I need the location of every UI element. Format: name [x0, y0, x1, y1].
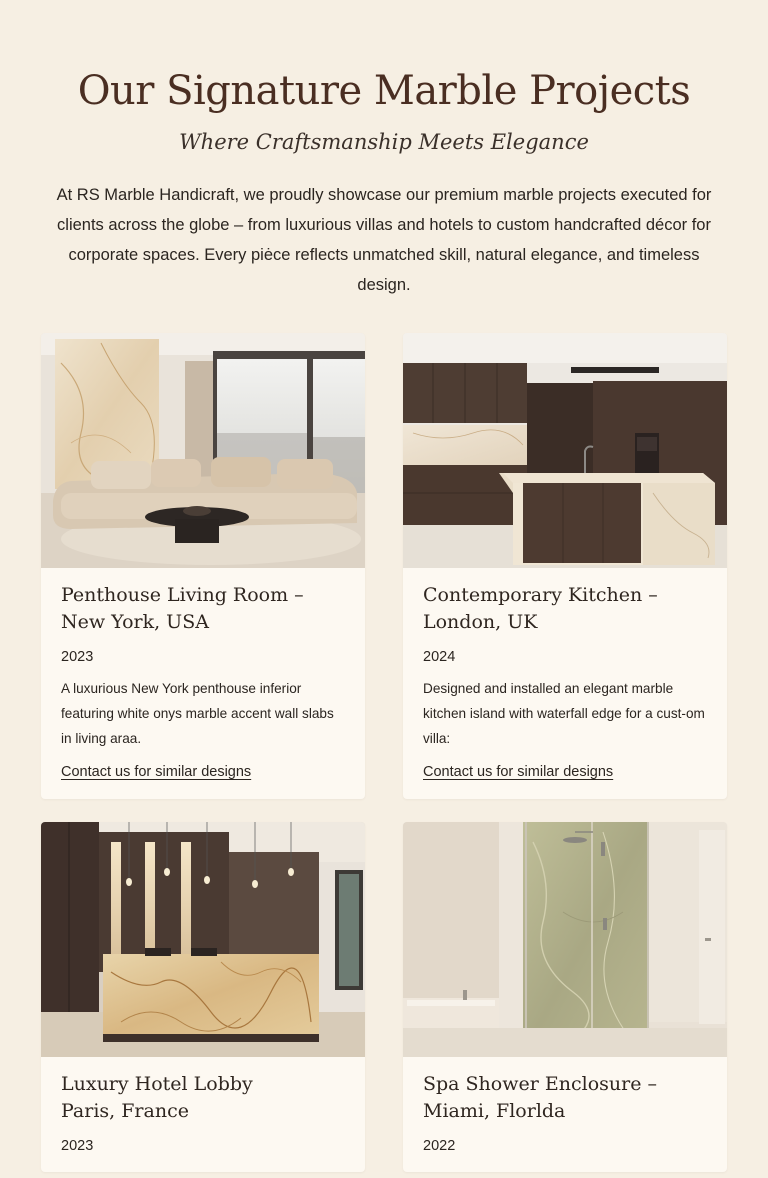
- project-title: [61, 582, 345, 636]
- project-year: 2022: [423, 1138, 456, 1154]
- project-card: [41, 822, 365, 1172]
- project-title: [423, 582, 707, 636]
- contact-link[interactable]: Contact us for similar designs: [423, 764, 614, 780]
- project-title-line2: Paris, France: [61, 1100, 189, 1122]
- project-title-line2: London, UK: [423, 611, 538, 633]
- page-header: [0, 0, 768, 300]
- project-title: [423, 1071, 707, 1125]
- project-description: Designed and installed an elegant marble kitchen island with waterfall edge for a cust-om villa:: [423, 681, 705, 746]
- project-description: A luxurious New York penthouse inferior featuring white onys marble accent wall slabs in living araa.: [61, 681, 334, 746]
- living-room-image: [41, 333, 365, 568]
- project-title-line1: Spa Shower Enclosure –: [423, 1073, 657, 1095]
- project-title-line1: Contemporary Kitchen –: [423, 584, 658, 606]
- kitchen-image: [403, 333, 727, 568]
- project-card: [41, 333, 365, 799]
- project-title-line1: Luxury Hotel Lobby: [61, 1073, 253, 1095]
- page-subtitle: Where Craftsmanship Meets Elegance: [179, 130, 589, 154]
- page-title: Our Signature Marble Projects: [77, 68, 691, 114]
- project-title-line2: Miami, Florlda: [423, 1100, 566, 1122]
- project-card: [403, 333, 727, 799]
- hotel-lobby-image: [41, 822, 365, 1057]
- contact-link[interactable]: Contact us for similar designs: [61, 764, 252, 780]
- spa-shower-image: [403, 822, 727, 1057]
- project-title-line1: Penthouse Living Room –: [61, 584, 304, 606]
- projects-grid: [41, 333, 727, 1172]
- project-title: [61, 1071, 345, 1125]
- project-year: 2023: [61, 1138, 94, 1154]
- project-card: [403, 822, 727, 1172]
- intro-paragraph: At RS Marble Handicraft, we proudly showcase our premium marble projects executed for clients across the globe – from luxurious villas and hotels to custom handcrafted décor for corporate spaces. Every piėce reflects unmatched skill, natural elegance, and timeless design.: [56, 186, 712, 294]
- project-year: 2024: [423, 649, 456, 665]
- project-title-line2: New York, USA: [61, 611, 209, 633]
- project-year: 2023: [61, 649, 94, 665]
